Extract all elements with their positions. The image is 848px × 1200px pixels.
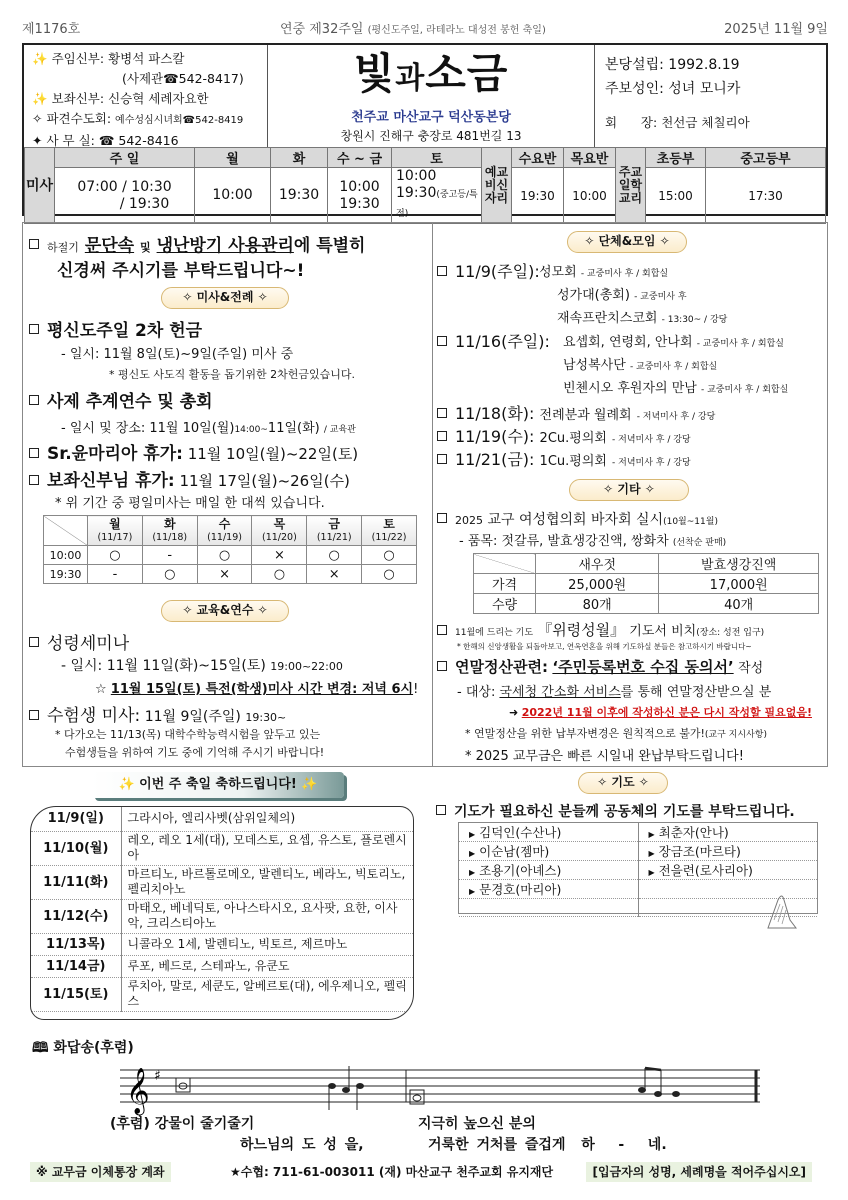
group-name: 전례분과 월례회 [539,408,632,423]
checkbox-icon [29,448,39,458]
prayer-name [459,861,638,880]
group-date-text: 11/18(화): [455,404,535,423]
bulletin-logo [268,49,594,104]
row-label: 수량 [474,594,536,614]
music-staff [120,1060,770,1120]
treble-clef-icon: 𝄞 [126,1068,150,1114]
bazaar-title-text: 교구 여성협의회 바자회 실시 [487,512,664,528]
group-detail: - 저녁미사 후 / 강당 [612,435,691,445]
tax-note2: * 2025 교무금은 빠른 시일내 완납부탁드립니다! [465,749,744,764]
office-label: 사 무 실: [46,133,95,148]
person-name: 김덕인(수산나) [479,825,562,840]
triangle-bullet-icon: ▶ [469,849,476,858]
day-name: 수 [218,516,231,531]
triangle-bullet-icon: ▶ [469,868,476,877]
feast-banner: ✨ 이번 주 축일 축하드립니다! ✨ [92,772,344,798]
clergy-info [24,45,268,147]
group-item [557,307,727,326]
group-name: 재속프란치스코회 [557,311,658,326]
feast-date: 11/14금) [31,955,121,977]
offering-note: * 평신도 사도직 활동을 돕기위한 2차헌금있습니다. [109,368,355,381]
sisters-line [32,109,259,131]
mark-cell: × [197,565,252,584]
group-date [437,401,715,424]
section-groups: ✧ 단체&모임 ✧ [567,231,687,253]
tax-exempt-text: 2022년 11월 이후에 작성하신 분은 다시 작성할 필요없음! [521,706,812,719]
group-date [437,447,691,470]
tax-target-label: - 대상: [457,685,496,700]
feast-date: 11/10(월) [31,831,121,865]
checkbox-icon [29,475,39,485]
parish-address: 창원시 진해구 충장로 481번길 13 [340,129,522,143]
retreat-date: 11일(화) [267,421,320,436]
prayer-name [638,842,817,861]
group-item [563,377,788,396]
day-header [252,516,307,546]
notice-rest: 에 특별히 [293,236,366,256]
group-date-text: 11/19(수): [455,427,535,446]
group-name: 성가대(총회) [557,288,630,303]
right-column [432,222,828,767]
exam-mass [29,701,286,726]
sat-times [392,168,482,224]
praying-hands-icon [760,890,804,930]
sister-leave-dates: 11월 10일(월)~22일(토) [187,445,359,463]
founded-label: 본당설립: [605,57,664,73]
seminar-date: - 일시: 11월 11일(화)~15일(토) [61,658,266,674]
patron-line [605,77,816,101]
group-detail: - 저녁미사 후 / 강당 [636,412,716,422]
day-date: (11/22) [371,531,407,543]
arrow-right-icon: ➜ [509,706,519,719]
mark-cell: ○ [307,546,362,565]
feast-names: 레오, 레오 1세(대), 모데스토, 요셉, 유스토, 플로렌시아 [121,831,413,865]
pastor-name: 황병석 파스칼 [108,51,185,66]
triangle-bullet-icon: ▶ [648,830,655,839]
feast-date: 11/11(화) [31,865,121,899]
lyric-line1a: (후렴) 강물이 줄기줄기 [110,1116,255,1132]
prayer-name [459,842,638,861]
issue-number: 제1176호 [22,22,81,37]
mass-row-label: 미사 [25,148,55,224]
triangle-bullet-icon: ▶ [648,868,655,877]
group-item [563,354,717,373]
header-tue: 화 [271,148,328,168]
corner-cell [474,554,536,574]
sisters-label: 파견수도회: [46,111,112,126]
checkbox-icon [437,513,447,523]
triangle-bullet-icon: ▶ [648,849,655,858]
person-name: 이순남(젬마) [479,844,550,859]
group-item [563,331,784,350]
checkbox-icon [436,805,446,815]
exam-mass-date: 11월 9일(주일) [144,709,241,725]
mark-cell: ○ [362,565,417,584]
donation-footer [30,1162,812,1182]
exam-mass-time: 19:30~ [245,711,287,724]
week-note: (평신도주일, 라테라노 대성전 봉헌 축일) [367,25,546,36]
bank-account: ★수협: 711-61-003011 (재) 마산교구 천주교회 유지재단 [230,1165,554,1179]
tax-target [457,681,771,700]
time-cell: 10:00 [44,546,88,565]
group-name: 1Cu.평의회 [539,454,607,469]
group-name: 남성복사단 [563,358,626,373]
section-liturgy: ✧ 미사&전례 ✧ [161,287,289,309]
assistant-line [32,89,259,109]
group-detail: - 교중미사 후 / 회합실 [701,385,789,395]
day-header [197,516,252,546]
price-cell: 25,000원 [536,574,659,594]
triangle-bullet-icon: ▶ [469,830,476,839]
mass-schedule-table [24,147,826,224]
checkbox-icon [437,336,447,346]
secondary-time: 17:30 [706,168,826,224]
header-sunday: 주 일 [55,148,195,168]
prayer-name [459,823,638,842]
group-date [437,259,540,282]
tue-time: 19:30 [271,168,328,224]
exam-mass-title: 수험생 미사: [47,706,141,726]
row-label: 가격 [474,574,536,594]
feast-names: 그라시아, 엘리사벳(삼위일체의) [121,807,413,831]
exclaim: ! [413,682,419,697]
day-date: (11/20) [262,531,297,543]
tax-notice [437,656,763,677]
notice-door-hvac [29,231,365,256]
time-text: / 19:30 [119,195,170,212]
prayer-book-prefix: 11월에 드리는 기도 [455,628,534,638]
offering-title-text: 평신도주일 2차 헌금 [47,321,203,341]
wed-fri-times [328,168,392,224]
prayer-request-title [436,801,795,821]
checkbox-icon [437,454,447,464]
day-date: (11/18) [152,531,188,543]
bazaar-items-text: - 품목: 젓갈류, 발효생강진액, 쌍화차 [459,534,669,549]
day-name: 목 [273,516,286,531]
exam-mass-note1: * 다가오는 11/13(목) 대학수학능력시험을 앞두고 있는 [55,728,321,741]
leave-mass-table [43,515,417,584]
group-detail: - 13:30~ / 강당 [661,315,728,325]
prayer-request-text: 기도가 필요하신 분들께 공동체의 기도를 부탁드립니다. [454,804,795,820]
day-name: 화 [163,516,176,531]
group-date [437,329,550,352]
bulletin-title-block [268,45,594,147]
time-text: 10:00 [396,168,437,184]
star-outline-icon: ☆ [95,682,107,697]
psalm-title-text: 화답송(후렴) [53,1040,134,1056]
mark-cell: ○ [142,565,197,584]
president-name: 천선금 체칠리아 [661,115,750,130]
logo-part: 소금 [425,49,509,98]
retreat-title-text: 사제 추계연수 및 총회 [47,392,213,412]
sharp-icon: ♯ [154,1068,161,1084]
lyric-line1b: 지극히 높으신 분의 [418,1116,536,1132]
group-date-text: 11/21(금): [455,450,535,469]
bazaar-items [459,530,726,549]
group-name: 빈첸시오 후원자의 만남 [563,381,697,396]
group-item [539,261,668,280]
wed-class-time: 19:30 [512,168,564,224]
diamond-icon: ✧ [32,111,43,126]
mark-cell: - [142,546,197,565]
header-wed-fri: 수 ~ 금 [328,148,392,168]
group-date-text: 11/16(주일): [455,332,550,351]
feast-names: 마르티노, 바르톨로메오, 발렌티노, 베라노, 빅토리노, 펠리치아노 [121,865,413,899]
group-name: 요셉회, 연령회, 안나회 [563,335,693,350]
tax-tail: 작성 [738,661,764,676]
sisters-value: 예수성심시녀회☎542-8419 [115,115,244,126]
lyric-line2a: 하느님의 도 성 을, [240,1137,364,1153]
president-label: 회 장: [605,115,658,130]
tax-note1-source: (교구 지시사항) [704,730,767,740]
mark-cell: ○ [252,565,307,584]
mark-cell: × [252,546,307,565]
checkbox-icon [437,431,447,441]
prayer-name [459,880,638,899]
assistant-leave-title: 보좌신부님 휴가: [47,471,175,491]
group-name: 성모회 [539,265,577,280]
price-cell: 17,000원 [659,574,819,594]
star-icon: ✦ [32,133,43,148]
day-header [88,516,143,546]
time-text: 19:30 [396,185,437,201]
parish-info [594,45,826,147]
prayer-book-note: * 한해의 신앙생활을 되돌아보고, 연옥연혼을 위해 기도하실 분들은 참고하시기 바랍니다~ [457,642,752,651]
seminar-title-text: 성령세미나 [47,634,130,654]
group-date-text: 11/9(주일): [455,262,540,281]
prayer-book-title: 『위령성월』 [537,621,626,639]
donation-label: ※ 교무금 이체통장 계좌 [30,1162,171,1182]
triangle-bullet-icon: ▶ [469,887,476,896]
checkbox-icon [29,239,39,249]
issue-header [22,18,828,38]
president-line [605,111,816,135]
mark-cell: × [307,565,362,584]
rectory-phone: (사제관☎542-8417) [122,71,244,86]
offering-title [29,316,202,341]
tax-note1 [465,725,767,741]
day-date: (11/19) [207,531,242,543]
tax-title: 연말정산관련: [455,658,548,676]
assistant-label: 보좌신부: [51,91,105,106]
day-date: (11/21) [316,531,352,543]
checkbox-icon [29,637,39,647]
thu-class-time: 10:00 [564,168,616,224]
exam-mass-note2: 수험생들을 위하여 기도 중에 기억해 주시기 바랍니다! [65,746,325,759]
prayer-book-place: (장소: 성전 입구) [696,628,765,638]
founded-line [605,53,816,77]
week-name: 연중 제32주일 [280,22,364,37]
feast-table [31,807,413,1012]
feast-names: 니콜라오 1세, 발렌티노, 빅토르, 제르마노 [121,933,413,955]
qty-cell: 80개 [536,594,659,614]
checkbox-icon [437,625,447,635]
retreat-place: / 교육관 [323,425,356,435]
day-name: 금 [328,516,341,531]
person-name: 조용기(아녜스) [479,863,562,878]
pastor-label: 주임신부: [51,51,105,66]
sparkle-icon: ✨ [32,91,48,106]
prayer-book-rest: 기도서 비치 [629,624,697,639]
assistant-leave-dates: 11월 17일(월)~26일(수) [179,472,350,490]
section-etc: ✧ 기타 ✧ [569,479,689,501]
pastor-line [32,49,259,69]
group-item [557,284,687,303]
checkbox-icon [437,266,447,276]
group-detail: - 교중미사 후 / 회합실 [629,362,718,372]
bazaar-year: 2025 [455,514,483,527]
sunday-school-label: 주교일학교리 [616,148,646,224]
header-secondary: 중고등부 [706,148,826,168]
group-detail: - 교중미사 후 / 회합실 [580,269,669,279]
masthead [22,43,828,219]
elementary-time: 15:00 [646,168,706,224]
notice-term: 문단속 [84,236,135,256]
day-date: (11/17) [97,531,133,543]
section-education: ✧ 교육&연수 ✧ [161,600,289,622]
liturgical-week [280,18,546,37]
tax-doc: ‘주민등록번호 수집 동의서’ [552,658,734,676]
lyric-line2b: 거룩한 거처를 즐겁게 하 - 네. [428,1137,667,1153]
tax-target-service: 국세청 간소화 서비스 [499,685,621,700]
seminar-change-text: 11월 15일(토) 특전(학생)미사 시간 변경: 저녁 6시 [110,682,414,697]
day-header [307,516,362,546]
notice-term: 냉난방기 사용관리 [156,236,294,256]
mark-cell: - [88,565,143,584]
mon-time: 10:00 [195,168,271,224]
mark-cell: ○ [197,546,252,565]
mark-cell: ○ [88,546,143,565]
checkbox-icon [29,324,39,334]
header-sat: 토 [392,148,482,168]
retreat-date: - 일시 및 장소: 11월 10일(월) [61,421,235,436]
feast-date: 11/15(토) [31,977,121,1011]
feast-names: 루포, 베드로, 스테파노, 유쿤도 [121,955,413,977]
catechumen-label: 예교비신자리 [482,148,512,224]
day-header [362,516,417,546]
seminar-change [95,678,418,697]
group-name: 2Cu.평의회 [539,431,607,446]
left-column [22,222,432,767]
parish-name: 천주교 마산교구 덕산동본당 [351,110,511,125]
group-date [437,424,691,447]
bazaar-items-note: (선착순 판매) [672,538,727,548]
notice-conj: 및 [140,241,151,254]
person-name: 장금조(마르타) [658,844,741,859]
person-name: 전을련(로사리아) [658,863,753,878]
checkbox-icon [29,395,39,405]
prayer-name [638,823,817,842]
header-wed-class: 수요반 [512,148,564,168]
assistant-leave [29,466,350,491]
product-header: 발효생강진액 [659,554,819,574]
bazaar-title [437,509,718,529]
retreat-when [61,417,356,436]
prayer-book-notice [437,619,764,640]
notice-line2: 신경써 주시기를 부탁드립니다~! [57,261,305,281]
seminar-title [29,629,129,654]
section-prayer: ✧ 기도 ✧ [578,772,668,794]
day-header [142,516,197,546]
tax-target-rest: 를 통해 연말정산받으실 분 [620,685,772,700]
sister-leave-title: Sr.윤마리아 휴가: [47,444,183,464]
group-detail: - 저녁미사 후 / 강당 [612,458,691,468]
logo-part: 과 [395,61,426,96]
bazaar-table [473,553,819,614]
person-name: 최춘자(안나) [658,825,729,840]
office-phone: ☎ 542-8416 [98,133,179,148]
seminar-when [61,655,343,675]
qty-cell: 40개 [659,594,819,614]
corner-cell [44,516,88,546]
bazaar-period: (10월~11월) [663,517,718,527]
book-icon: 🕮 [32,1040,49,1056]
sparkle-icon: ✨ [32,51,48,66]
prayer-empty [459,899,638,917]
checkbox-icon [29,710,39,720]
checkbox-icon [437,408,447,418]
header-thu-class: 목요반 [564,148,616,168]
offering-when: - 일시: 11월 8일(토)~9일(주일) 미사 중 [61,347,294,362]
notice-prefix: 하절기 [47,241,79,254]
feast-date: 11/9(일) [31,807,121,831]
prayer-name [638,861,817,880]
psalm-response-title [32,1037,134,1061]
feast-names: 마태오, 베네딕토, 아나스타시오, 요사팟, 요한, 이사악, 크리스티아노 [121,899,413,933]
feast-date: 11/12(수) [31,899,121,933]
patron-label: 주보성인: [605,81,664,97]
feast-names: 루치아, 말로, 세쿤도, 알베르토(대), 에우제니오, 펠릭스 [121,977,413,1011]
header-mon: 월 [195,148,271,168]
issue-date: 2025년 11월 9일 [724,22,828,37]
day-name: 토 [383,516,395,531]
checkbox-icon [437,661,447,671]
donation-note: [입금자의 성명, 세례명을 적어주십시오] [586,1162,812,1182]
tax-exempt-note [509,704,812,720]
logo-part: 빛 [353,49,396,98]
sister-leave [29,439,358,464]
patron-name: 성녀 모니카 [668,81,741,97]
feast-date: 11/13목) [31,933,121,955]
time-text: 19:30 [339,195,380,212]
feast-box [30,806,414,1020]
sunday-times [55,168,195,224]
time-text: 10:00 [339,178,380,195]
time-cell: 19:30 [44,565,88,584]
mark-cell: ○ [362,546,417,565]
person-name: 문경호(마리아) [479,882,562,897]
header-elementary: 초등부 [646,148,706,168]
product-header: 새우젓 [536,554,659,574]
group-detail: - 교중미사 후 / 회합실 [696,339,784,349]
time-text: 07:00 / 10:30 [77,178,172,195]
founded-date: 1992.8.19 [668,57,740,73]
assistant-leave-note: * 위 기간 중 평일미사는 매일 한 대씩 있습니다. [55,496,325,511]
tax-note1-text: * 연말정산을 위한 납부자변경은 원칙적으로 불가! [465,727,705,740]
assistant-name: 신승혁 세례자요한 [108,91,209,106]
time-note: (중고등/특전) [396,190,478,219]
retreat-time: 14:00~ [234,425,268,435]
seminar-time: 19:00~22:00 [270,660,343,673]
day-name: 월 [109,516,121,531]
retreat-title [29,387,213,412]
group-detail: - 교중미사 후 [634,292,687,302]
